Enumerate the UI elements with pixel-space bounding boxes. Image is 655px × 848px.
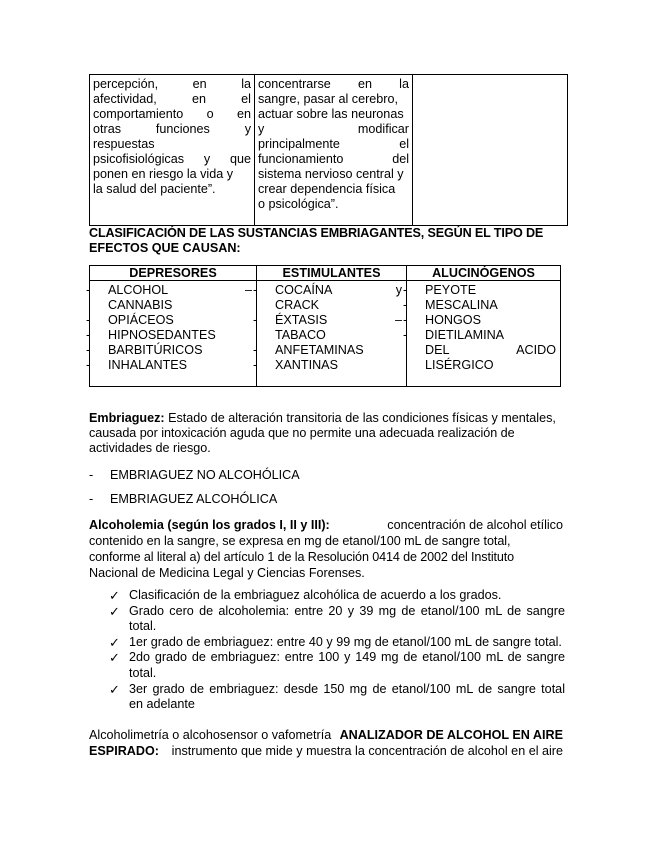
substance-item [108,298,252,313]
substance-name: OPIÁCEOS [108,313,174,327]
substance-name: ANFETAMINAS [275,343,364,357]
cell-word: del [392,152,409,166]
cell-word: la salud del paciente”. [93,182,216,196]
substance-name: MESCALINA [425,298,498,312]
cell-line [258,182,409,197]
alucinogenos-items [403,283,556,373]
cell-line [93,77,251,92]
definition-text-1 [93,77,251,197]
check-icon: ✓ [109,681,120,697]
alcoholemia-text-4: Nacional de Medicina Legal y Ciencias Forenses. [89,566,365,580]
classification-heading-line2: EFECTOS QUE CAUSAN: [89,241,241,255]
substance-name: XANTINAS [275,358,338,372]
cell-line [258,197,409,212]
checklist-text: en adelante [129,697,195,712]
header-alucinogenos [407,266,561,281]
checklist-item [109,635,565,651]
cell-word: respuestas [93,137,155,151]
cell-word: otras [93,122,121,136]
analizador-line1 [89,727,563,743]
substance-name: COCAÍNA [275,283,333,297]
checklist-text: 3er grado de embriaguez: desde 150 mg de etanol/100 mL de sangre total [129,681,565,696]
list-estimulantes [253,281,407,387]
substance-dash: - [403,298,408,312]
substance-name: DEL [425,343,450,357]
substance-item [253,283,402,298]
check-icon: ✓ [109,603,120,619]
substance-name: TABACO [275,328,326,342]
substance-item [403,283,556,298]
cell-line [93,152,251,167]
alcoholemia-text-2: contenido en la sangre, se expresa en mg de etanol/100 mL de sangre total, [89,534,511,548]
cell-line [258,137,409,152]
header-depresores-label: DEPRESORES [129,266,217,280]
estimulantes-items [253,283,402,373]
checklist-item [109,682,565,713]
definition-cell-3 [413,75,568,226]
substance-item [253,358,402,373]
definition-cell-2 [255,75,413,226]
substance-item [403,313,556,328]
cell-line [93,92,251,107]
substance-item [425,343,556,358]
analizador-line2 [89,743,563,759]
check-icon: ✓ [109,650,120,666]
cell-word: el [241,92,251,106]
cell-word: modificar [357,122,409,136]
cell-line [258,107,409,122]
header-estimulantes-label: ESTIMULANTES [282,266,381,280]
cell-word: funciones [155,122,210,136]
cell-word: que [229,152,251,166]
cell-word: o [206,107,214,121]
cell-word: percepción, [93,77,159,91]
cell-word: concentrarse [258,77,331,91]
analizador-text-2: instrumento que mide y muestra la concentración de alcohol en el aire [171,744,563,758]
checklist-text: Grado cero de alcoholemia: entre 20 y 39 mg de etanol/100 mL de sangre [129,603,565,618]
substance-name: BARBITÚRICOS [108,343,203,357]
cell-word: y [203,152,211,166]
checklist-item [109,604,565,635]
substance-name: CRACK [275,298,320,312]
substance-name: ÉXTASIS [275,313,328,327]
cell-word: afectividad, [93,92,157,106]
header-alucinogenos-label: ALUCINÓGENOS [432,266,535,280]
substance-item [403,298,556,313]
embriaguez-text-1: Estado de alteración transitoria de las condiciones físicas y mentales, [168,411,556,425]
embriaguez-text-2: causada por intoxicación aguda que no permite una adecuada realización de [89,426,515,441]
substance-name: HIPNOSEDANTES [108,328,216,342]
cell-line [258,92,409,107]
substance-name: – [394,313,402,327]
cell-word: y [244,122,251,136]
classification-table [86,265,561,387]
cell-line [258,152,409,167]
alcoholemia-paragraph [89,517,563,581]
analizador-term-2: ESPIRADO: [89,744,159,758]
checklist-text: total. [129,619,157,634]
cell-line [258,167,409,182]
classification-heading [89,226,563,256]
type-dash: - [89,468,94,482]
alcoholemia-line1 [89,517,563,533]
substance-item [253,313,402,328]
substance-name: HONGOS [425,313,481,327]
substance-dash: - [403,313,408,327]
definitions-table [89,74,568,226]
cell-word: psicofisiológicas [93,152,184,166]
substance-dash: - [86,328,91,342]
embriaguez-paragraph [89,411,563,457]
analizador-text-1: Alcoholimetría o alcohosensor o vafometría [89,728,332,742]
cell-word: en [357,77,372,91]
cell-line [258,122,409,137]
checklist-items [109,588,565,713]
type-text: EMBRIAGUEZ ALCOHÓLICA [110,492,278,506]
embriaguez-line1 [89,411,563,426]
alcoholemia-text-1: concentración de alcohol etílico [387,518,563,532]
substance-dash: - [86,283,91,297]
substance-item [253,343,402,358]
cell-word: o psicológica”. [258,197,339,211]
cell-word: en [192,77,207,91]
substance-name: DIETILAMINA [425,328,505,342]
substance-name: CANNABIS [108,298,173,312]
substance-dash: - [86,358,91,372]
header-depresores [90,266,257,281]
substance-dash: - [403,328,408,342]
list-depresores [86,281,257,387]
cell-word: actuar sobre las neuronas [258,107,404,121]
check-icon: ✓ [109,588,120,603]
substance-item [275,298,402,313]
embriaguez-text-3: actividades de riesgo. [89,441,211,456]
analizador-paragraph [89,727,563,759]
cell-word: en [191,92,206,106]
cell-word: el [399,137,409,151]
substance-item [275,328,402,343]
cell-word: la [241,77,251,91]
cell-word: en [236,107,251,121]
substance-dash: - [253,358,258,372]
substance-item [86,343,252,358]
substance-name: ALCOHOL [108,283,169,297]
classification-heading-line1: CLASIFICACIÓN DE LAS SUSTANCIAS EMBRIAGANTES, SEGÚN EL TIPO DE [89,226,544,240]
cell-word: la [399,77,409,91]
substance-name: LISÉRGICO [425,358,494,372]
substance-dash: - [253,343,258,357]
alcoholemia-text-3: conforme al literal a) del artículo 1 de la Resolución 0414 de 2002 del Instituto [89,550,515,564]
header-estimulantes [257,266,407,281]
substance-item [403,328,556,343]
definition-text-2 [258,77,409,212]
substance-dash: - [86,313,91,327]
cell-line [258,77,409,92]
cell-word: sistema nervioso central y [258,167,404,181]
substance-name: INHALANTES [108,358,188,372]
type-dash: - [89,492,94,506]
substance-item [425,358,556,373]
cell-line [93,182,251,197]
list-alucinogenos [403,281,561,387]
substance-item [86,313,252,328]
checklist-item [109,588,565,604]
substance-item [86,328,252,343]
substance-item [86,358,252,373]
substance-dash: - [86,343,91,357]
checklist-item [109,650,565,681]
substance-dash: - [253,283,258,297]
cell-word: principalmente [258,137,340,151]
checklist-text: 2do grado de embriaguez: entre 100 y 149 mg de etanol/100 mL de sangre [129,650,565,665]
analizador-term-1: ANALIZADOR DE ALCOHOL EN AIRE [339,728,563,742]
substance-name: PEYOTE [425,283,477,297]
checklist-text: total. [129,665,157,680]
check-icon: ✓ [109,634,120,650]
definition-cell-1 [90,75,255,226]
cell-word: crear dependencia física [258,182,396,196]
substance-item [86,283,252,298]
checklist-text: Clasificación de la embriaguez alcohólica de acuerdo a los grados. [129,588,502,602]
grades-checklist [109,588,565,713]
substance-dash: - [253,313,258,327]
cell-word: ponen en riesgo la vida y [93,167,234,181]
cell-line [93,122,251,137]
substance-name: ACIDO [516,343,556,357]
cell-line [93,167,251,182]
substance-name: – [244,283,252,297]
cell-word: comportamiento [93,107,184,121]
type-text: EMBRIAGUEZ NO ALCOHÓLICA [110,468,300,482]
alcoholemia-term: Alcoholemia (según los grados I, II y III): [89,518,330,532]
substance-name: y [395,283,402,297]
checklist-text: 1er grado de embriaguez: entre 40 y 99 mg de etanol/100 mL de sangre total. [129,634,562,649]
cell-word: sangre, pasar al cerebro, [258,92,399,106]
cell-word: y [258,122,265,136]
depresores-items [86,283,252,373]
substance-dash: - [403,283,408,297]
cell-line [93,137,251,152]
cell-word: funcionamiento [258,152,344,166]
embriaguez-term: Embriaguez: [89,411,165,425]
cell-line [93,107,251,122]
